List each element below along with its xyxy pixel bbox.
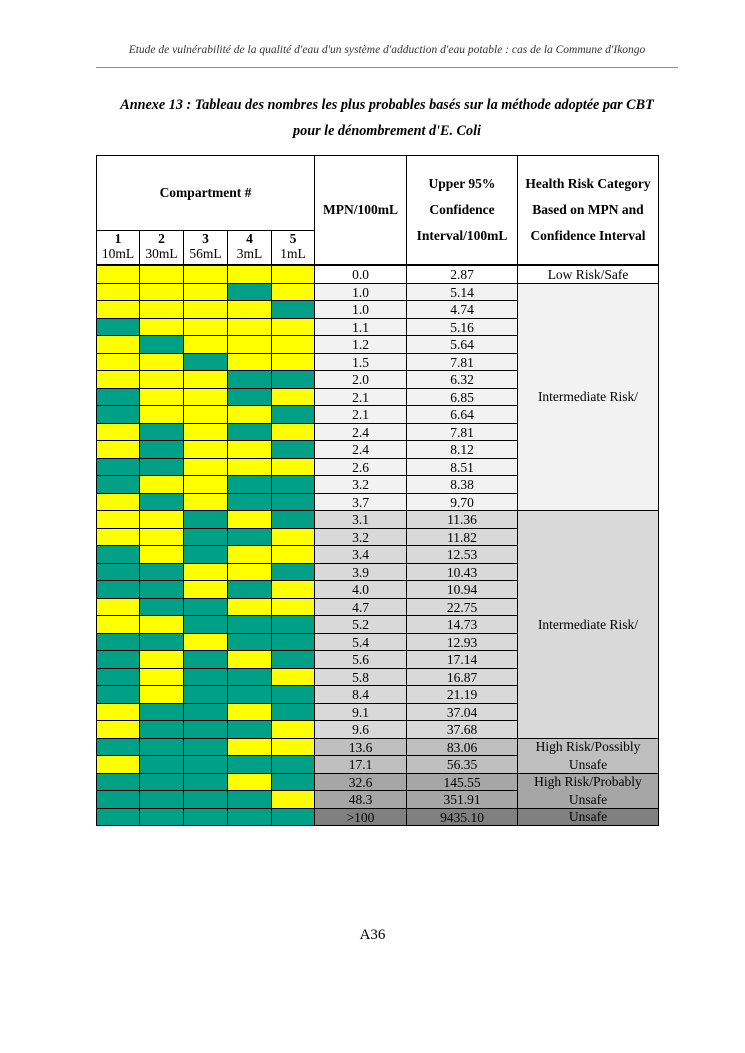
compartment-cell: [227, 493, 272, 512]
compartment-cell: [139, 423, 184, 442]
risk-category: [517, 738, 659, 774]
compartment-cell: [183, 353, 228, 372]
compartment-cell: [271, 633, 315, 652]
mpn-value: 4.7: [314, 598, 407, 617]
ci-value: 6.32: [406, 370, 518, 389]
compartment-cell: [271, 720, 315, 739]
mpn-value: 8.4: [314, 685, 407, 704]
compartment-cell: [183, 423, 228, 442]
compartment-cell: [183, 650, 228, 669]
running-header: Etude de vulnérabilité de la qualité d'eau d'un système d'adduction d'eau potable : cas de la Commune d'Ikongo: [128, 44, 646, 56]
compartment-cell: [183, 510, 228, 529]
compartment-cell: [139, 318, 184, 337]
caption-line-1: Annexe 13 : Tableau des nombres les plus probables basés sur la méthode adoptée par CBT: [120, 97, 654, 113]
compartment-cell: [227, 265, 272, 284]
mpn-value: 3.7: [314, 493, 407, 512]
mpn-value: 9.1: [314, 703, 407, 722]
compartment-cell: [227, 405, 272, 424]
compartment-volume: 1mL: [280, 246, 306, 261]
ci-value: 5.14: [406, 283, 518, 302]
compartment-cell: [227, 458, 272, 477]
compartment-cell: [139, 685, 184, 704]
compartment-cell: [139, 668, 184, 687]
compartment-cell: [96, 738, 140, 757]
compartment-cell: [183, 265, 228, 284]
ci-value: 37.68: [406, 720, 518, 739]
compartment-cell: [183, 720, 228, 739]
mpn-value: 2.0: [314, 370, 407, 389]
compartment-cell: [139, 475, 184, 494]
compartment-cell: [139, 598, 184, 617]
mpn-value: 3.2: [314, 475, 407, 494]
compartment-cell: [227, 703, 272, 722]
compartment-cell: [183, 370, 228, 389]
ci-value: 12.53: [406, 545, 518, 564]
risk-category: [517, 808, 659, 827]
compartment-cell: [139, 283, 184, 302]
compartment-cell: [139, 650, 184, 669]
mpn-value: 17.1: [314, 755, 407, 774]
compartment-cell: [96, 545, 140, 564]
mpn-value: 48.3: [314, 790, 407, 809]
compartment-cell: [271, 808, 315, 827]
ci-value: 21.19: [406, 685, 518, 704]
compartment-cell: [96, 388, 140, 407]
compartment-cell: [227, 528, 272, 547]
compartment-cell: [271, 790, 315, 809]
mpn-value: 5.6: [314, 650, 407, 669]
compartment-cell: [96, 283, 140, 302]
mpn-value: 1.5: [314, 353, 407, 372]
compartment-cell: [139, 545, 184, 564]
risk-category-line: Unsafe: [568, 809, 608, 824]
compartment-cell: [271, 703, 315, 722]
compartment-cell: [227, 370, 272, 389]
compartment-cell: [271, 493, 315, 512]
compartment-header-label: Compartment #: [159, 185, 252, 200]
mpn-value: 1.0: [314, 283, 407, 302]
mpn-value: 2.4: [314, 423, 407, 442]
compartment-cell: [183, 475, 228, 494]
compartment-cell: [139, 720, 184, 739]
compartment-cell: [183, 563, 228, 582]
compartment-cell: [271, 738, 315, 757]
compartment-cell: [227, 475, 272, 494]
compartment-cell: [139, 633, 184, 652]
compartment-cell: [183, 703, 228, 722]
mpn-value: 1.0: [314, 300, 407, 319]
mpn-value: 5.8: [314, 668, 407, 687]
compartment-cell: [227, 615, 272, 634]
compartment-cell: [96, 423, 140, 442]
compartment-cell: [139, 335, 184, 354]
compartment-cell: [227, 720, 272, 739]
compartment-cell: [271, 370, 315, 389]
compartment-cell: [183, 318, 228, 337]
compartment-cell: [139, 353, 184, 372]
compartment-cell: [139, 808, 184, 827]
compartment-cell: [271, 528, 315, 547]
ci-value: 10.94: [406, 580, 518, 599]
mpn-value: 2.1: [314, 405, 407, 424]
mpn-header-label: MPN/100mL: [323, 202, 398, 217]
compartment-cell: [96, 475, 140, 494]
compartment-number: 3: [202, 231, 209, 246]
compartment-cell: [96, 318, 140, 337]
ci-value: 11.36: [406, 510, 518, 529]
mpn-value: 2.1: [314, 388, 407, 407]
compartment-cell: [227, 510, 272, 529]
compartment-cell: [227, 388, 272, 407]
compartment-cell: [139, 405, 184, 424]
mpn-value: 1.1: [314, 318, 407, 337]
compartment-volume: 30mL: [145, 246, 178, 261]
compartment-cell: [271, 300, 315, 319]
mpn-value: 13.6: [314, 738, 407, 757]
compartment-cell: [271, 598, 315, 617]
compartment-cell: [183, 808, 228, 827]
compartment-cell: [139, 790, 184, 809]
compartment-cell: [227, 283, 272, 302]
compartment-cell: [271, 265, 315, 284]
compartment-cell: [183, 790, 228, 809]
compartment-cell: [139, 370, 184, 389]
compartment-volume: 3mL: [236, 246, 263, 261]
compartment-cell: [96, 440, 140, 459]
compartment-cell: [271, 353, 315, 372]
risk-header-line-1: Health Risk Category: [525, 176, 651, 191]
page-number: A36: [359, 927, 386, 943]
ci-value: 5.64: [406, 335, 518, 354]
ci-value: 145.55: [406, 773, 518, 792]
compartment-cell: [271, 563, 315, 582]
risk-category: [517, 773, 659, 809]
compartment-cell: [183, 668, 228, 687]
compartment-cell: [271, 545, 315, 564]
compartment-cell: [96, 528, 140, 547]
compartment-cell: [96, 300, 140, 319]
ci-value: 9435.10: [406, 808, 518, 827]
ci-value: 14.73: [406, 615, 518, 634]
compartment-cell: [139, 580, 184, 599]
ci-value: 12.93: [406, 633, 518, 652]
compartment-cell: [271, 685, 315, 704]
ci-value: 9.70: [406, 493, 518, 512]
compartment-cell: [139, 528, 184, 547]
ci-value: 83.06: [406, 738, 518, 757]
compartment-cell: [96, 650, 140, 669]
compartment-cell: [139, 773, 184, 792]
compartment-cell: [96, 720, 140, 739]
compartment-cell: [96, 510, 140, 529]
compartment-cell: [227, 790, 272, 809]
ci-header-line-3: Interval/100mL: [416, 228, 508, 243]
compartment-cell: [183, 615, 228, 634]
risk-category-line: High Risk/Probably: [534, 774, 642, 789]
risk-header-line-2: Based on MPN and: [532, 202, 644, 217]
compartment-cell: [96, 668, 140, 687]
compartment-cell: [271, 440, 315, 459]
compartment-cell: [96, 563, 140, 582]
compartment-cell: [96, 353, 140, 372]
compartment-cell: [139, 440, 184, 459]
mpn-value: 1.2: [314, 335, 407, 354]
risk-category: [517, 510, 659, 739]
compartment-cell: [227, 773, 272, 792]
compartment-cell: [183, 755, 228, 774]
compartment-cell: [271, 423, 315, 442]
compartment-cell: [271, 510, 315, 529]
mpn-value: >100: [314, 808, 407, 827]
compartment-cell: [183, 685, 228, 704]
compartment-number: 2: [158, 231, 165, 246]
compartment-cell: [271, 615, 315, 634]
mpn-value: 5.2: [314, 615, 407, 634]
compartment-number: 4: [246, 231, 253, 246]
compartment-cell: [227, 563, 272, 582]
compartment-cell: [139, 703, 184, 722]
compartment-cell: [271, 335, 315, 354]
compartment-cell: [271, 458, 315, 477]
ci-value: 16.87: [406, 668, 518, 687]
compartment-cell: [139, 755, 184, 774]
ci-value: 6.64: [406, 405, 518, 424]
compartment-number: 5: [289, 231, 297, 246]
compartment-cell: [96, 405, 140, 424]
compartment-cell: [96, 265, 140, 284]
compartment-cell: [183, 738, 228, 757]
ci-value: 4.74: [406, 300, 518, 319]
compartment-cell: [96, 615, 140, 634]
compartment-cell: [96, 808, 140, 827]
compartment-cell: [271, 388, 315, 407]
risk-category-line: High Risk/Possibly: [535, 739, 641, 754]
compartment-cell: [271, 755, 315, 774]
compartment-cell: [96, 580, 140, 599]
compartment-cell: [96, 633, 140, 652]
compartment-cell: [227, 353, 272, 372]
mpn-value: 3.4: [314, 545, 407, 564]
ci-value: 6.85: [406, 388, 518, 407]
compartment-cell: [227, 738, 272, 757]
compartment-cell: [96, 493, 140, 512]
compartment-cell: [96, 458, 140, 477]
caption-line-2: pour le dénombrement d'E. Coli: [293, 123, 481, 139]
compartment-cell: [271, 318, 315, 337]
compartment-cell: [96, 598, 140, 617]
compartment-cell: [271, 773, 315, 792]
compartment-cell: [139, 510, 184, 529]
ci-value: 2.87: [406, 265, 518, 284]
compartment-cell: [227, 633, 272, 652]
compartment-cell: [227, 318, 272, 337]
risk-header-line-3: Confidence Interval: [530, 228, 646, 243]
compartment-cell: [227, 650, 272, 669]
compartment-cell: [96, 790, 140, 809]
compartment-cell: [227, 598, 272, 617]
compartment-cell: [183, 598, 228, 617]
ci-value: 8.12: [406, 440, 518, 459]
ci-value: 7.81: [406, 353, 518, 372]
ci-value: 8.38: [406, 475, 518, 494]
ci-header-line-2: Confidence: [429, 202, 495, 217]
ci-value: 10.43: [406, 563, 518, 582]
mpn-value: 32.6: [314, 773, 407, 792]
compartment-cell: [139, 493, 184, 512]
compartment-cell: [271, 668, 315, 687]
risk-category: [517, 265, 659, 284]
compartment-cell: [183, 528, 228, 547]
compartment-cell: [96, 773, 140, 792]
ci-value: 17.14: [406, 650, 518, 669]
compartment-cell: [271, 580, 315, 599]
compartment-cell: [271, 650, 315, 669]
compartment-cell: [227, 440, 272, 459]
risk-category-line: Low Risk/Safe: [547, 266, 629, 282]
compartment-cell: [227, 545, 272, 564]
risk-category-line: Intermediate Risk/: [537, 389, 639, 404]
compartment-cell: [183, 773, 228, 792]
compartment-cell: [139, 615, 184, 634]
mpn-value: 9.6: [314, 720, 407, 739]
compartment-cell: [183, 335, 228, 354]
mpn-value: 3.2: [314, 528, 407, 547]
compartment-cell: [139, 388, 184, 407]
compartment-cell: [271, 405, 315, 424]
compartment-cell: [96, 703, 140, 722]
compartment-cell: [227, 808, 272, 827]
ci-value: 56.35: [406, 755, 518, 774]
compartment-cell: [139, 300, 184, 319]
compartment-cell: [183, 580, 228, 599]
compartment-cell: [139, 563, 184, 582]
mpn-value: 2.4: [314, 440, 407, 459]
compartment-cell: [183, 493, 228, 512]
compartment-cell: [96, 335, 140, 354]
compartment-cell: [183, 300, 228, 319]
mpn-value: 3.9: [314, 563, 407, 582]
compartment-cell: [183, 405, 228, 424]
risk-category-line: Unsafe: [568, 791, 608, 807]
compartment-cell: [227, 580, 272, 599]
risk-category-line: Unsafe: [568, 756, 608, 772]
compartment-number: 1: [114, 231, 122, 246]
table-bottom-rule: [96, 825, 659, 826]
compartment-cell: [96, 755, 140, 774]
compartment-cell: [183, 458, 228, 477]
ci-value: 22.75: [406, 598, 518, 617]
compartment-cell: [183, 283, 228, 302]
compartment-cell: [139, 738, 184, 757]
compartment-cell: [183, 545, 228, 564]
compartment-cell: [227, 668, 272, 687]
mpn-value: 4.0: [314, 580, 407, 599]
compartment-volume: 10mL: [101, 246, 135, 261]
ci-value: 5.16: [406, 318, 518, 337]
compartment-cell: [227, 423, 272, 442]
mpn-value: 0.0: [314, 265, 407, 284]
ci-value: 351.91: [406, 790, 518, 809]
mpn-value: 3.1: [314, 510, 407, 529]
compartment-cell: [227, 335, 272, 354]
compartment-cell: [183, 388, 228, 407]
compartment-cell: [227, 300, 272, 319]
ci-value: 37.04: [406, 703, 518, 722]
compartment-cell: [227, 685, 272, 704]
risk-category: [517, 283, 659, 512]
compartment-cell: [183, 633, 228, 652]
ci-header-line-1: Upper 95%: [428, 176, 496, 191]
compartment-cell: [271, 283, 315, 302]
compartment-cell: [139, 265, 184, 284]
compartment-cell: [96, 370, 140, 389]
compartment-cell: [271, 475, 315, 494]
ci-value: 8.51: [406, 458, 518, 477]
ci-value: 7.81: [406, 423, 518, 442]
compartment-volume: 56mL: [189, 246, 222, 261]
compartment-cell: [183, 440, 228, 459]
compartment-cell: [96, 685, 140, 704]
ci-value: 11.82: [406, 528, 518, 547]
risk-category-line: Intermediate Risk/: [537, 616, 639, 632]
compartment-cell: [139, 458, 184, 477]
compartment-cell: [227, 755, 272, 774]
mpn-value: 2.6: [314, 458, 407, 477]
mpn-value: 5.4: [314, 633, 407, 652]
